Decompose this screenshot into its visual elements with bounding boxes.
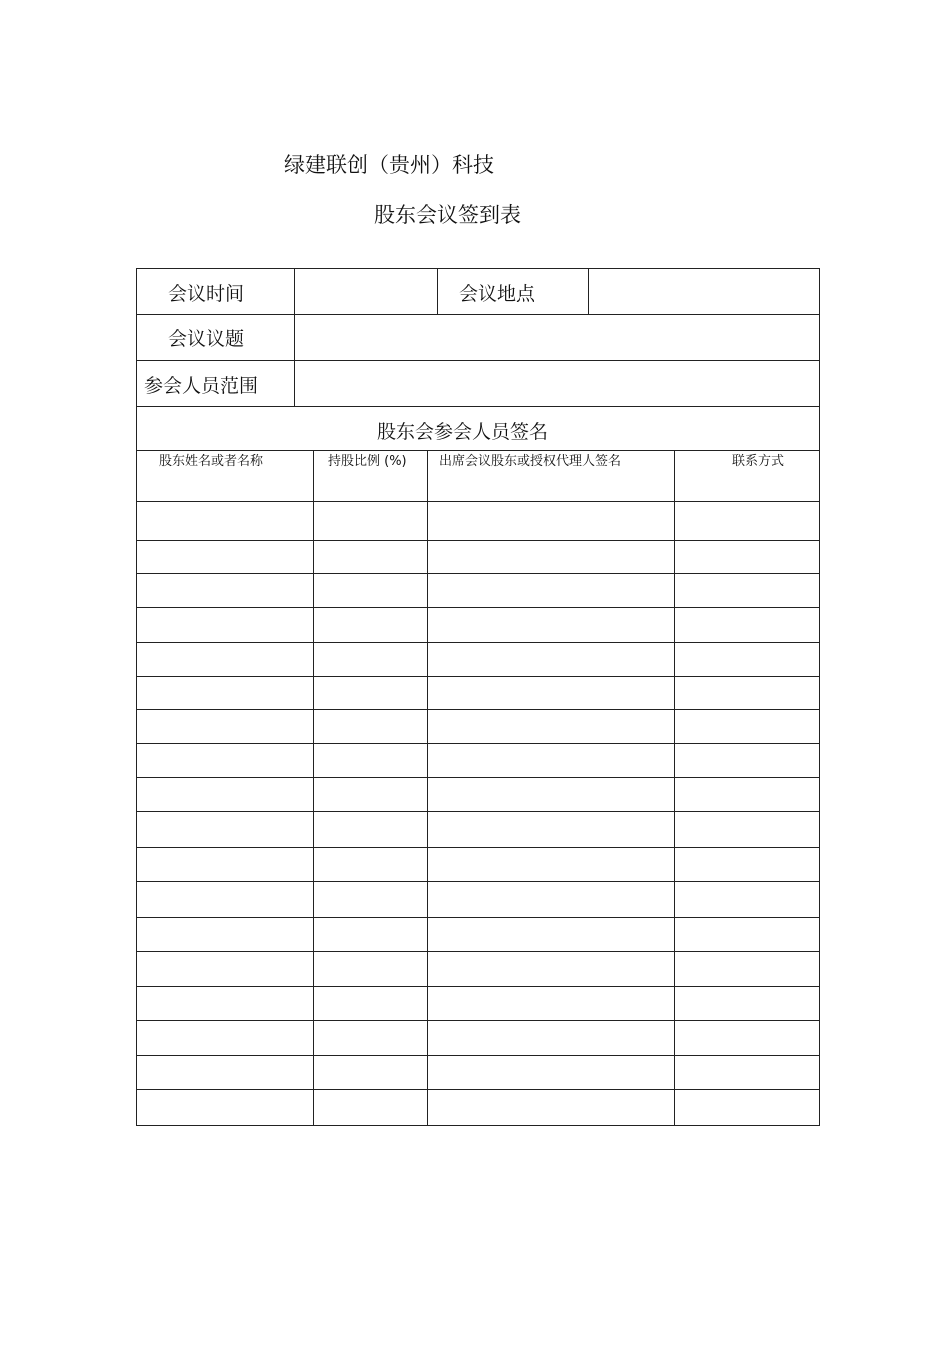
signature-cell[interactable] <box>428 952 674 986</box>
signature-cell[interactable] <box>428 1021 674 1055</box>
share-ratio-cell[interactable] <box>314 1056 427 1089</box>
contact-cell[interactable] <box>675 812 819 847</box>
column-divider <box>437 269 438 314</box>
column-header-share-ratio: 持股比例 (%) <box>328 454 407 469</box>
share-ratio-cell[interactable] <box>314 987 427 1020</box>
share-ratio-cell[interactable] <box>314 643 427 676</box>
contact-cell[interactable] <box>675 848 819 881</box>
shareholder-name-cell[interactable] <box>137 677 313 709</box>
share-ratio-cell[interactable] <box>314 744 427 777</box>
shareholder-name-cell[interactable] <box>137 918 313 951</box>
signature-cell[interactable] <box>428 608 674 642</box>
form-title: 股东会议签到表 <box>374 203 521 227</box>
meeting-time-field[interactable] <box>295 269 437 314</box>
meeting-time-label: 会议时间 <box>168 283 245 305</box>
contact-cell[interactable] <box>675 778 819 811</box>
shareholder-name-cell[interactable] <box>137 778 313 811</box>
shareholder-name-cell[interactable] <box>137 643 313 676</box>
contact-cell[interactable] <box>675 744 819 777</box>
signature-section-title: 股东会参会人员签名 <box>377 421 549 443</box>
shareholder-name-cell[interactable] <box>137 1021 313 1055</box>
share-ratio-cell[interactable] <box>314 608 427 642</box>
signature-cell[interactable] <box>428 918 674 951</box>
shareholder-name-cell[interactable] <box>137 812 313 847</box>
row-divider <box>137 450 819 451</box>
shareholder-name-cell[interactable] <box>137 1056 313 1089</box>
contact-cell[interactable] <box>675 643 819 676</box>
column-header-shareholder: 股东姓名或者名称 <box>159 454 264 469</box>
column-header-signature: 出席会议股东或授权代理人签名 <box>439 454 622 469</box>
sign-in-table <box>136 268 820 1126</box>
share-ratio-cell[interactable] <box>314 541 427 573</box>
shareholder-name-cell[interactable] <box>137 574 313 607</box>
contact-cell[interactable] <box>675 608 819 642</box>
share-ratio-cell[interactable] <box>314 710 427 743</box>
shareholder-name-cell[interactable] <box>137 952 313 986</box>
share-ratio-cell[interactable] <box>314 1090 427 1125</box>
contact-cell[interactable] <box>675 918 819 951</box>
contact-cell[interactable] <box>675 1090 819 1125</box>
shareholder-name-cell[interactable] <box>137 744 313 777</box>
share-ratio-cell[interactable] <box>314 952 427 986</box>
signature-cell[interactable] <box>428 677 674 709</box>
shareholder-name-cell[interactable] <box>137 1090 313 1125</box>
meeting-topic-label: 会议议题 <box>168 328 245 350</box>
column-header-contact: 联系方式 <box>732 454 785 469</box>
shareholder-name-cell[interactable] <box>137 502 313 540</box>
share-ratio-cell[interactable] <box>314 1021 427 1055</box>
signature-cell[interactable] <box>428 812 674 847</box>
attendees-scope-field[interactable] <box>295 361 819 406</box>
contact-cell[interactable] <box>675 952 819 986</box>
contact-cell[interactable] <box>675 677 819 709</box>
shareholder-name-cell[interactable] <box>137 882 313 917</box>
signature-cell[interactable] <box>428 882 674 917</box>
meeting-topic-field[interactable] <box>295 315 819 360</box>
share-ratio-cell[interactable] <box>314 502 427 540</box>
row-divider <box>137 406 819 407</box>
signature-cell[interactable] <box>428 643 674 676</box>
signature-cell[interactable] <box>428 710 674 743</box>
contact-cell[interactable] <box>675 502 819 540</box>
contact-cell[interactable] <box>675 541 819 573</box>
attendees-scope-label: 参会人员范围 <box>144 375 259 397</box>
share-ratio-cell[interactable] <box>314 778 427 811</box>
signature-cell[interactable] <box>428 574 674 607</box>
signature-cell[interactable] <box>428 848 674 881</box>
shareholder-name-cell[interactable] <box>137 987 313 1020</box>
company-title: 绿建联创（贵州）科技 <box>284 153 494 177</box>
signature-cell[interactable] <box>428 1056 674 1089</box>
share-ratio-cell[interactable] <box>314 848 427 881</box>
share-ratio-cell[interactable] <box>314 918 427 951</box>
contact-cell[interactable] <box>675 987 819 1020</box>
contact-cell[interactable] <box>675 710 819 743</box>
signature-cell[interactable] <box>428 778 674 811</box>
share-ratio-cell[interactable] <box>314 882 427 917</box>
share-ratio-cell[interactable] <box>314 812 427 847</box>
shareholder-name-cell[interactable] <box>137 541 313 573</box>
signature-cell[interactable] <box>428 744 674 777</box>
shareholder-name-cell[interactable] <box>137 710 313 743</box>
share-ratio-cell[interactable] <box>314 574 427 607</box>
contact-cell[interactable] <box>675 574 819 607</box>
signature-cell[interactable] <box>428 541 674 573</box>
signature-cell[interactable] <box>428 502 674 540</box>
signature-cell[interactable] <box>428 1090 674 1125</box>
share-ratio-cell[interactable] <box>314 677 427 709</box>
contact-cell[interactable] <box>675 1056 819 1089</box>
meeting-location-field[interactable] <box>589 269 819 314</box>
contact-cell[interactable] <box>675 882 819 917</box>
meeting-location-label: 会议地点 <box>459 283 536 305</box>
shareholder-name-cell[interactable] <box>137 608 313 642</box>
signature-cell[interactable] <box>428 987 674 1020</box>
shareholder-name-cell[interactable] <box>137 848 313 881</box>
contact-cell[interactable] <box>675 1021 819 1055</box>
